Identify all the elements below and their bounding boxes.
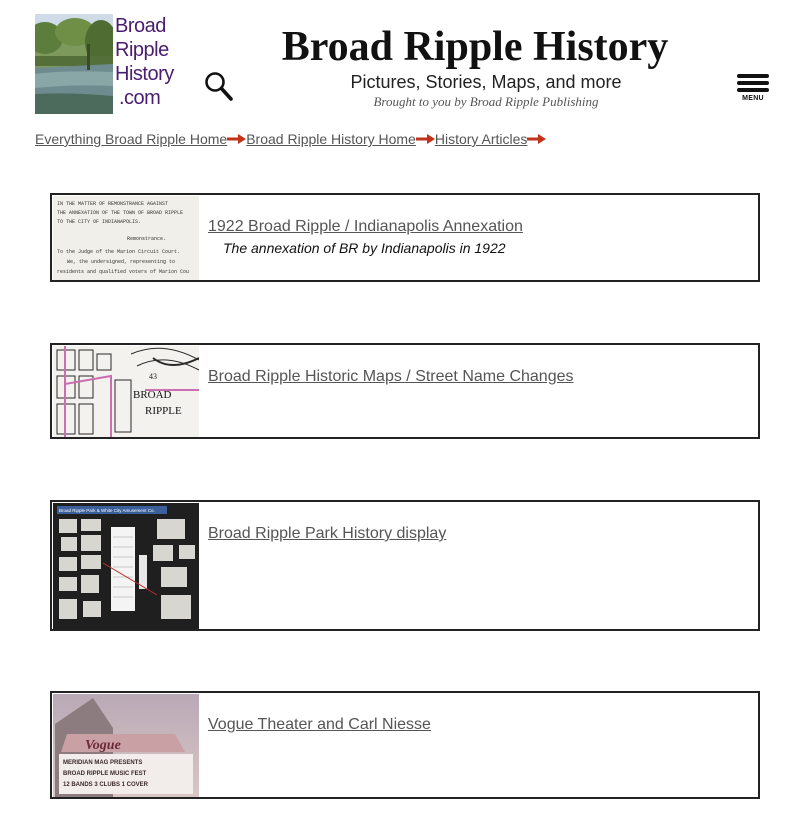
logo-line-3: History — [115, 63, 174, 85]
menu-button[interactable] — [737, 74, 771, 106]
thumb-doc-line: residents and qualified voters of Marion Cou — [57, 269, 190, 275]
thumb-marquee-sign: Vogue — [85, 738, 121, 753]
article-card-park-history — [50, 500, 760, 631]
thumb-doc-line: To the Judge of the Marion Circuit Court. — [57, 249, 181, 255]
article-body — [208, 502, 748, 544]
site-logo[interactable] — [35, 14, 175, 114]
arrow-right-icon — [227, 134, 246, 144]
article-card-annexation — [50, 193, 760, 282]
article-thumbnail-park-display[interactable] — [53, 503, 199, 629]
thumb-marquee-line: BROAD RIPPLE MUSIC FEST — [63, 771, 147, 777]
article-link-vogue-theater[interactable]: Vogue Theater and Carl Niesse — [208, 716, 431, 733]
article-body — [208, 693, 748, 735]
thumb-doc-line: Remonstrance. — [127, 236, 167, 242]
site-credit: Brought to you by Broad Ripple Publishing — [373, 94, 599, 109]
logo-line-4: .com — [119, 87, 161, 109]
thumb-map-label: BROAD — [133, 389, 172, 401]
site-tagline: Pictures, Stories, Maps, and more — [350, 72, 622, 92]
breadcrumb-link-everything-home[interactable]: Everything Broad Ripple Home — [35, 131, 228, 147]
thumb-doc-line: IN THE MATTER OF REMONSTRANCE AGAINST — [57, 201, 169, 207]
arrow-right-icon — [527, 134, 546, 144]
article-body — [208, 195, 748, 257]
thumb-map-number: 43 — [149, 372, 157, 381]
article-description: The annexation of BR by Indianapolis in 1922 — [223, 240, 506, 256]
thumb-doc-line: TO THE CITY OF INDIANAPOLIS. — [57, 219, 142, 225]
menu-label: MENU — [742, 95, 764, 102]
thumb-marquee-line: MERIDIAN MAG PRESENTS — [63, 760, 143, 766]
magnifier-icon — [204, 71, 234, 103]
hamburger-icon-bar — [737, 81, 769, 85]
logo-river-photo — [35, 14, 113, 114]
breadcrumb-link-history-home[interactable]: Broad Ripple History Home — [246, 131, 416, 147]
logo-wordmark — [115, 14, 177, 110]
thumb-display-banner: Broad Ripple Park & White City Amusement Co. — [59, 508, 155, 513]
thumb-doc-line: We, the undersigned, representing to — [67, 259, 176, 265]
article-link-park-history[interactable]: Broad Ripple Park History display — [208, 525, 447, 542]
article-thumbnail-vogue-marquee[interactable] — [53, 694, 199, 797]
thumb-doc-line: THE ANNEXATION OF THE TOWN OF BROAD RIPPLE — [57, 210, 184, 216]
arrow-right-icon — [416, 134, 435, 144]
site-title: Broad Ripple History — [281, 24, 669, 70]
search-button[interactable] — [204, 71, 234, 103]
hamburger-icon — [737, 74, 769, 78]
thumb-map-label: RIPPLE — [145, 405, 182, 417]
article-thumbnail-annexation-document[interactable] — [53, 196, 199, 280]
article-thumbnail-historic-map[interactable] — [53, 346, 199, 437]
breadcrumb-link-history-articles[interactable]: History Articles — [434, 131, 528, 147]
hamburger-icon-bar — [737, 88, 769, 92]
article-card-historic-maps — [50, 343, 760, 439]
article-card-vogue-theater — [50, 691, 760, 799]
article-link-annexation[interactable]: 1922 Broad Ripple / Indianapolis Annexation — [208, 218, 523, 235]
article-link-historic-maps[interactable]: Broad Ripple Historic Maps / Street Name Changes — [208, 368, 574, 385]
breadcrumb — [35, 130, 546, 148]
logo-line-1: Broad — [115, 15, 166, 37]
thumb-marquee-line: 12 BANDS 3 CLUBS 1 COVER — [63, 782, 149, 788]
logo-line-2: Ripple — [115, 39, 169, 61]
article-body — [208, 345, 748, 387]
